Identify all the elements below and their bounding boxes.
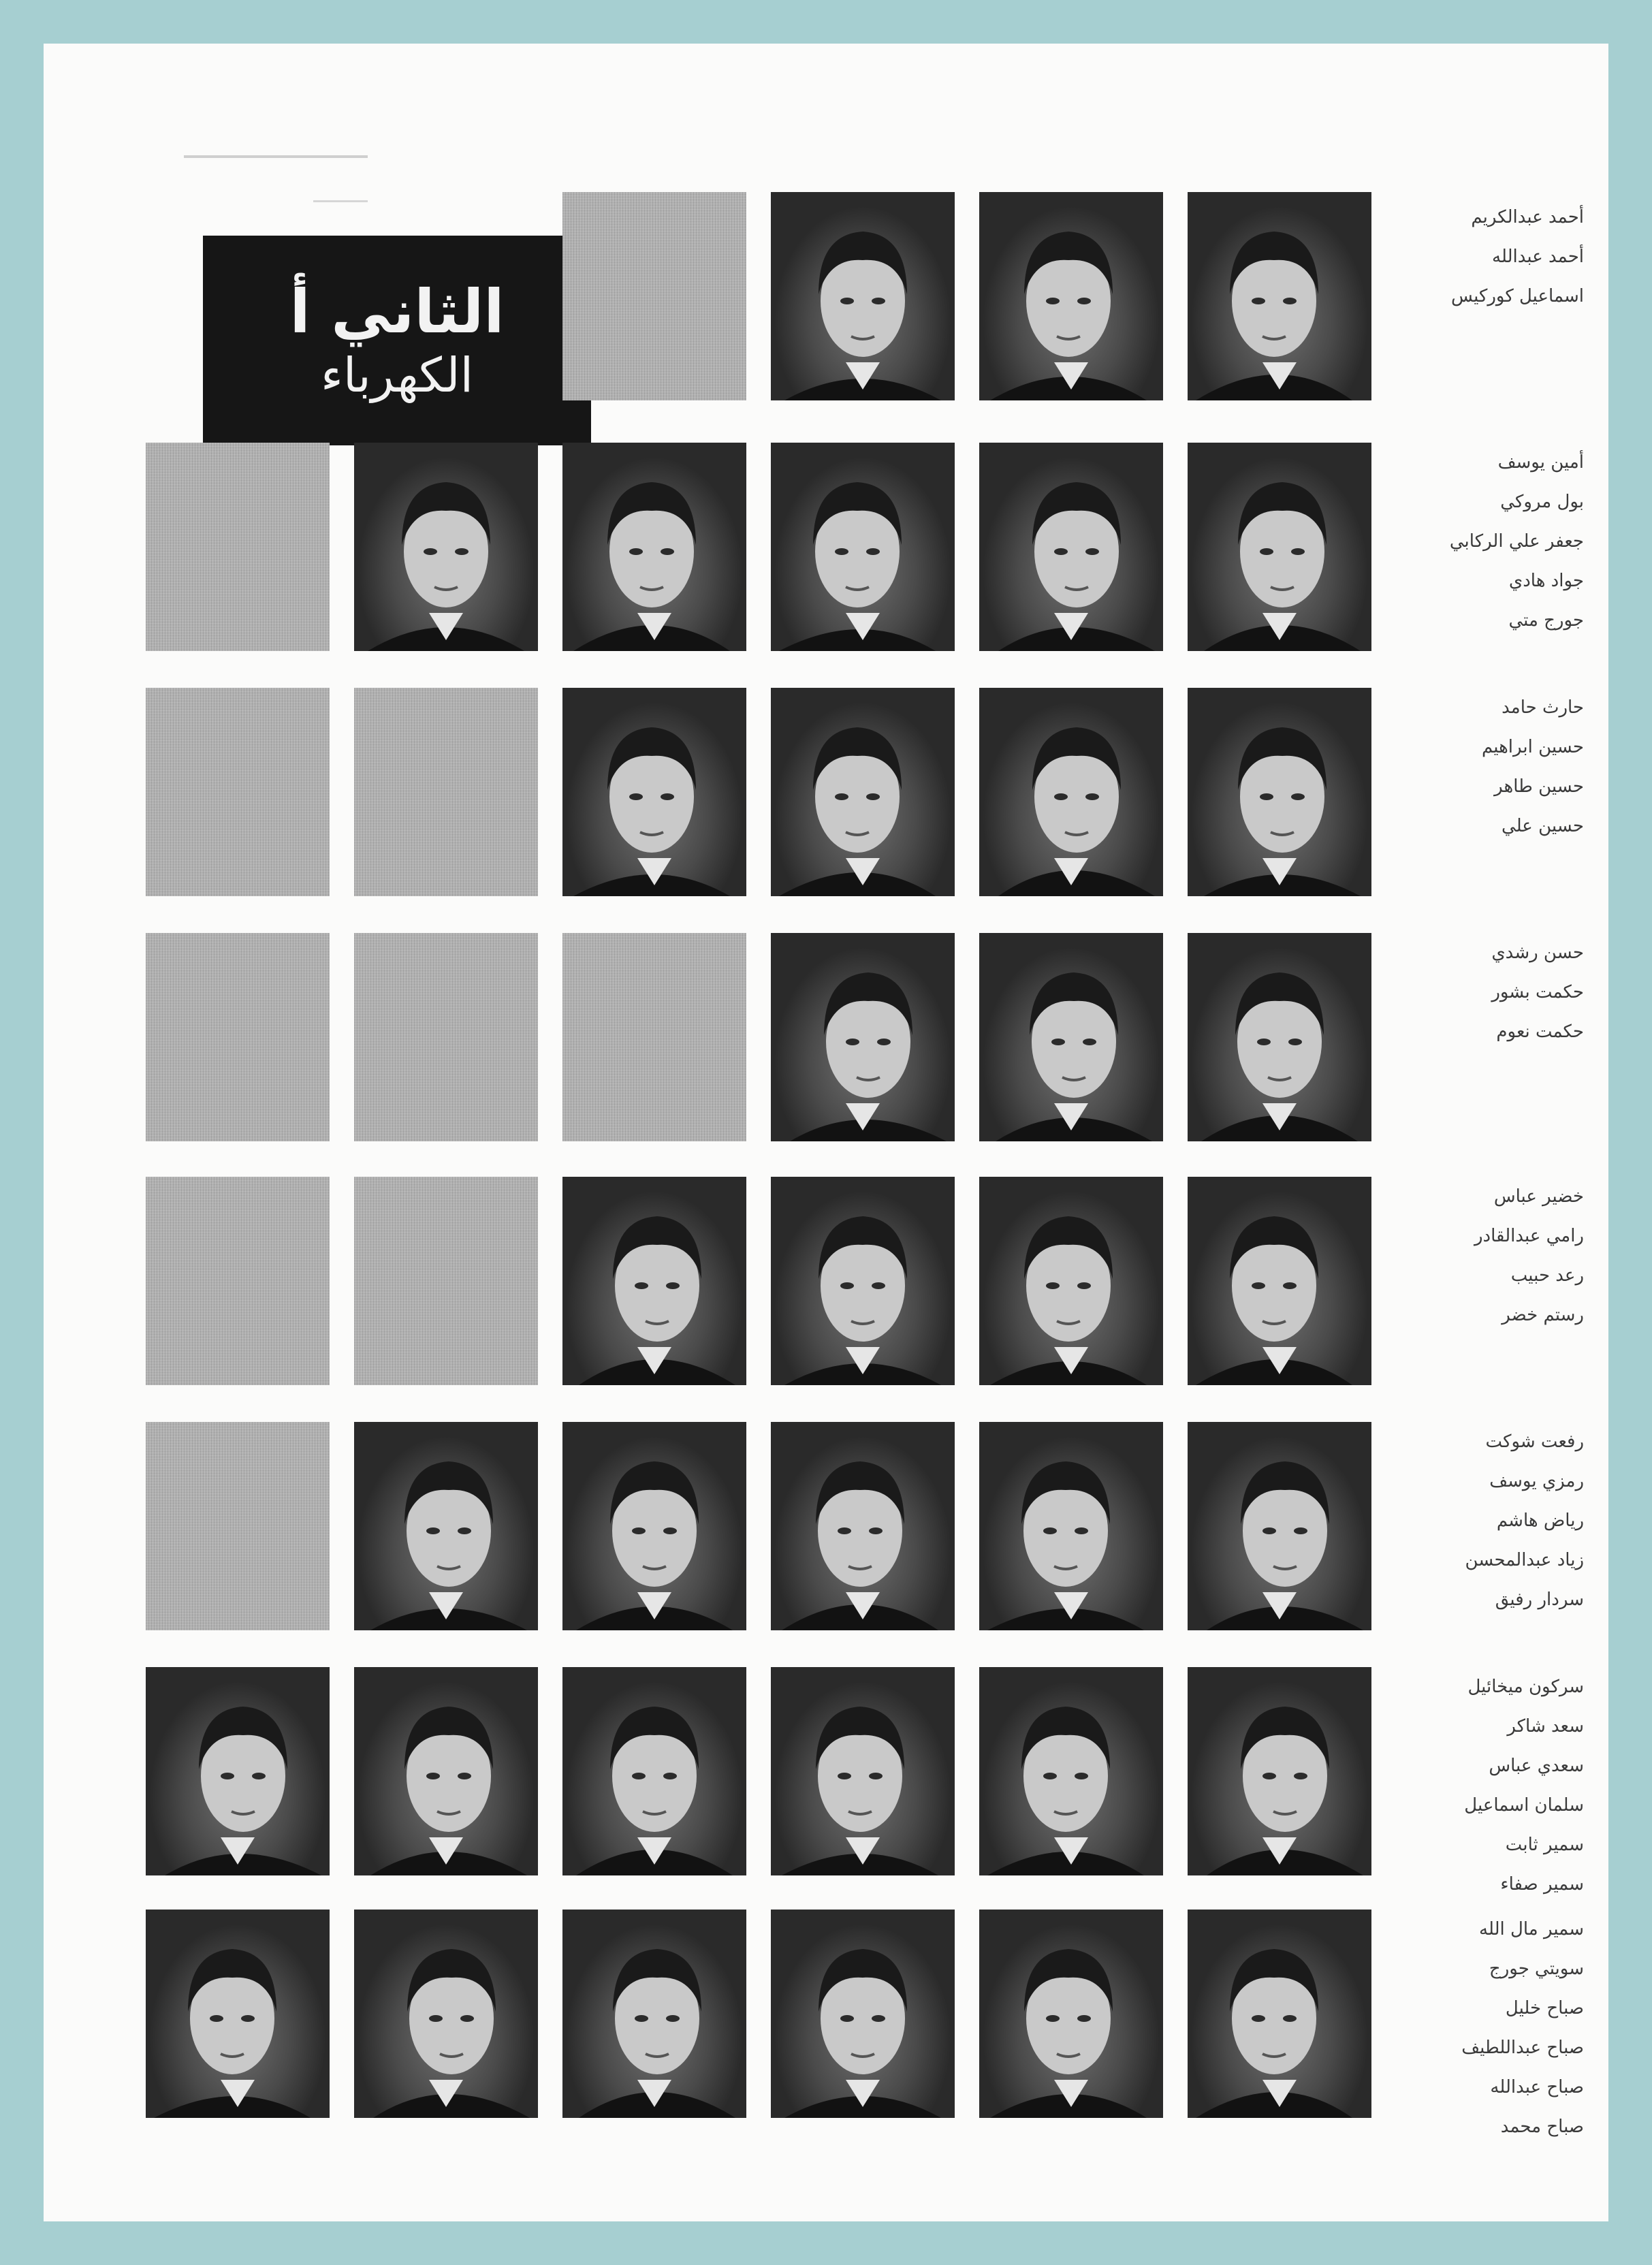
student-name: حكمت نعوم <box>1496 1021 1584 1042</box>
student-name: سعدي عباس <box>1489 1756 1584 1776</box>
student-name: رعد حبيب <box>1510 1265 1584 1286</box>
class-title: الثاني أ <box>289 276 505 347</box>
blank-photo-placeholder <box>146 688 330 896</box>
student-photo <box>354 1667 538 1875</box>
student-name: حسين علي <box>1502 816 1584 836</box>
student-photo <box>979 443 1163 651</box>
student-photo <box>771 1177 955 1385</box>
student-name: أحمد عبدالكريم <box>1471 207 1584 227</box>
student-names-list <box>1434 1910 1584 2147</box>
student-name: رفعت شوكت <box>1485 1431 1584 1452</box>
student-photo <box>979 192 1163 400</box>
student-name: صباح عبدالله <box>1490 2077 1584 2097</box>
blank-photo-placeholder <box>146 933 330 1141</box>
student-photo <box>1188 933 1371 1141</box>
student-photo <box>979 1910 1163 2118</box>
student-name: رامي عبدالقادر <box>1474 1226 1584 1246</box>
student-photo <box>1188 443 1371 651</box>
blank-photo-placeholder <box>354 933 538 1141</box>
student-name: سلمان اسماعيل <box>1464 1795 1584 1816</box>
student-photo <box>562 1422 746 1630</box>
blank-photo-placeholder <box>562 933 746 1141</box>
student-names-list <box>1434 1667 1584 1904</box>
student-name: سمير صفاء <box>1500 1874 1584 1895</box>
student-photo <box>771 1422 955 1630</box>
student-name: صباح خليل <box>1505 1998 1584 2018</box>
student-name: سمير مال الله <box>1479 1919 1584 1939</box>
student-photo <box>1188 1667 1371 1875</box>
student-photo <box>562 688 746 896</box>
student-photo <box>562 443 746 651</box>
student-names-list <box>1434 443 1584 640</box>
student-photo <box>354 443 538 651</box>
student-name: حسن رشدي <box>1491 943 1584 963</box>
student-photo <box>562 1177 746 1385</box>
student-photo <box>1188 1422 1371 1630</box>
student-name: رياض هاشم <box>1496 1510 1584 1531</box>
student-name: جواد هادي <box>1508 571 1584 591</box>
student-name: زياد عبدالمحسن <box>1465 1550 1584 1570</box>
student-photo <box>1188 688 1371 896</box>
student-names-list <box>1434 933 1584 1051</box>
student-photo <box>1188 192 1371 400</box>
student-photo <box>1188 1910 1371 2118</box>
top-rule-short <box>313 200 368 202</box>
student-photo <box>146 1910 330 2118</box>
student-names-list <box>1434 1422 1584 1619</box>
student-photo <box>771 1910 955 2118</box>
student-name: سعد شاكر <box>1507 1716 1584 1737</box>
top-rule <box>184 155 368 158</box>
blank-photo-placeholder <box>146 1422 330 1630</box>
student-name: حارث حامد <box>1502 697 1584 718</box>
student-photo <box>354 1910 538 2118</box>
student-photo <box>146 1667 330 1875</box>
student-name: خضير عباس <box>1493 1186 1584 1207</box>
student-photo <box>354 1422 538 1630</box>
student-photo <box>1188 1177 1371 1385</box>
student-name: جورج متي <box>1508 610 1584 631</box>
student-photo <box>979 1422 1163 1630</box>
blank-photo-placeholder <box>146 1177 330 1385</box>
student-name: حسين طاهر <box>1494 776 1584 797</box>
student-photo <box>562 1910 746 2118</box>
student-name: رمزي يوسف <box>1489 1471 1584 1491</box>
student-photo <box>771 192 955 400</box>
student-photo <box>979 933 1163 1141</box>
student-name: سردار رفيق <box>1495 1589 1584 1610</box>
student-names-list <box>1434 197 1584 316</box>
student-photo <box>979 688 1163 896</box>
student-name: سركون ميخائيل <box>1467 1677 1584 1697</box>
student-name: رستم خضر <box>1502 1305 1584 1325</box>
student-photo <box>562 1667 746 1875</box>
student-name: جعفر علي الركابي <box>1449 531 1584 552</box>
student-name: حكمت بشور <box>1491 982 1584 1002</box>
student-names-list <box>1434 1177 1584 1335</box>
yearbook-page <box>44 44 1608 2221</box>
student-photo <box>979 1667 1163 1875</box>
blank-photo-placeholder <box>354 688 538 896</box>
student-photo <box>771 1667 955 1875</box>
student-name: صباح عبداللطيف <box>1461 2038 1584 2058</box>
student-name: سويتي جورج <box>1489 1959 1584 1979</box>
student-photo <box>771 933 955 1141</box>
blank-photo-placeholder <box>354 1177 538 1385</box>
student-photo <box>771 443 955 651</box>
student-name: صباح محمد <box>1500 2117 1584 2137</box>
student-name: أمين يوسف <box>1497 452 1584 473</box>
student-photo <box>771 688 955 896</box>
student-name: سمير ثابت <box>1505 1835 1584 1855</box>
class-title-box <box>203 236 591 445</box>
student-name: أحمد عبدالله <box>1492 247 1584 267</box>
student-name: اسماعيل كوركيس <box>1450 286 1584 306</box>
student-name: بول مروكي <box>1500 492 1584 512</box>
student-name: حسين ابراهيم <box>1481 737 1584 757</box>
student-names-list <box>1434 688 1584 846</box>
blank-photo-placeholder <box>562 192 746 400</box>
blank-photo-placeholder <box>146 443 330 651</box>
student-photo <box>979 1177 1163 1385</box>
department-title: الكهرباء <box>320 347 474 403</box>
